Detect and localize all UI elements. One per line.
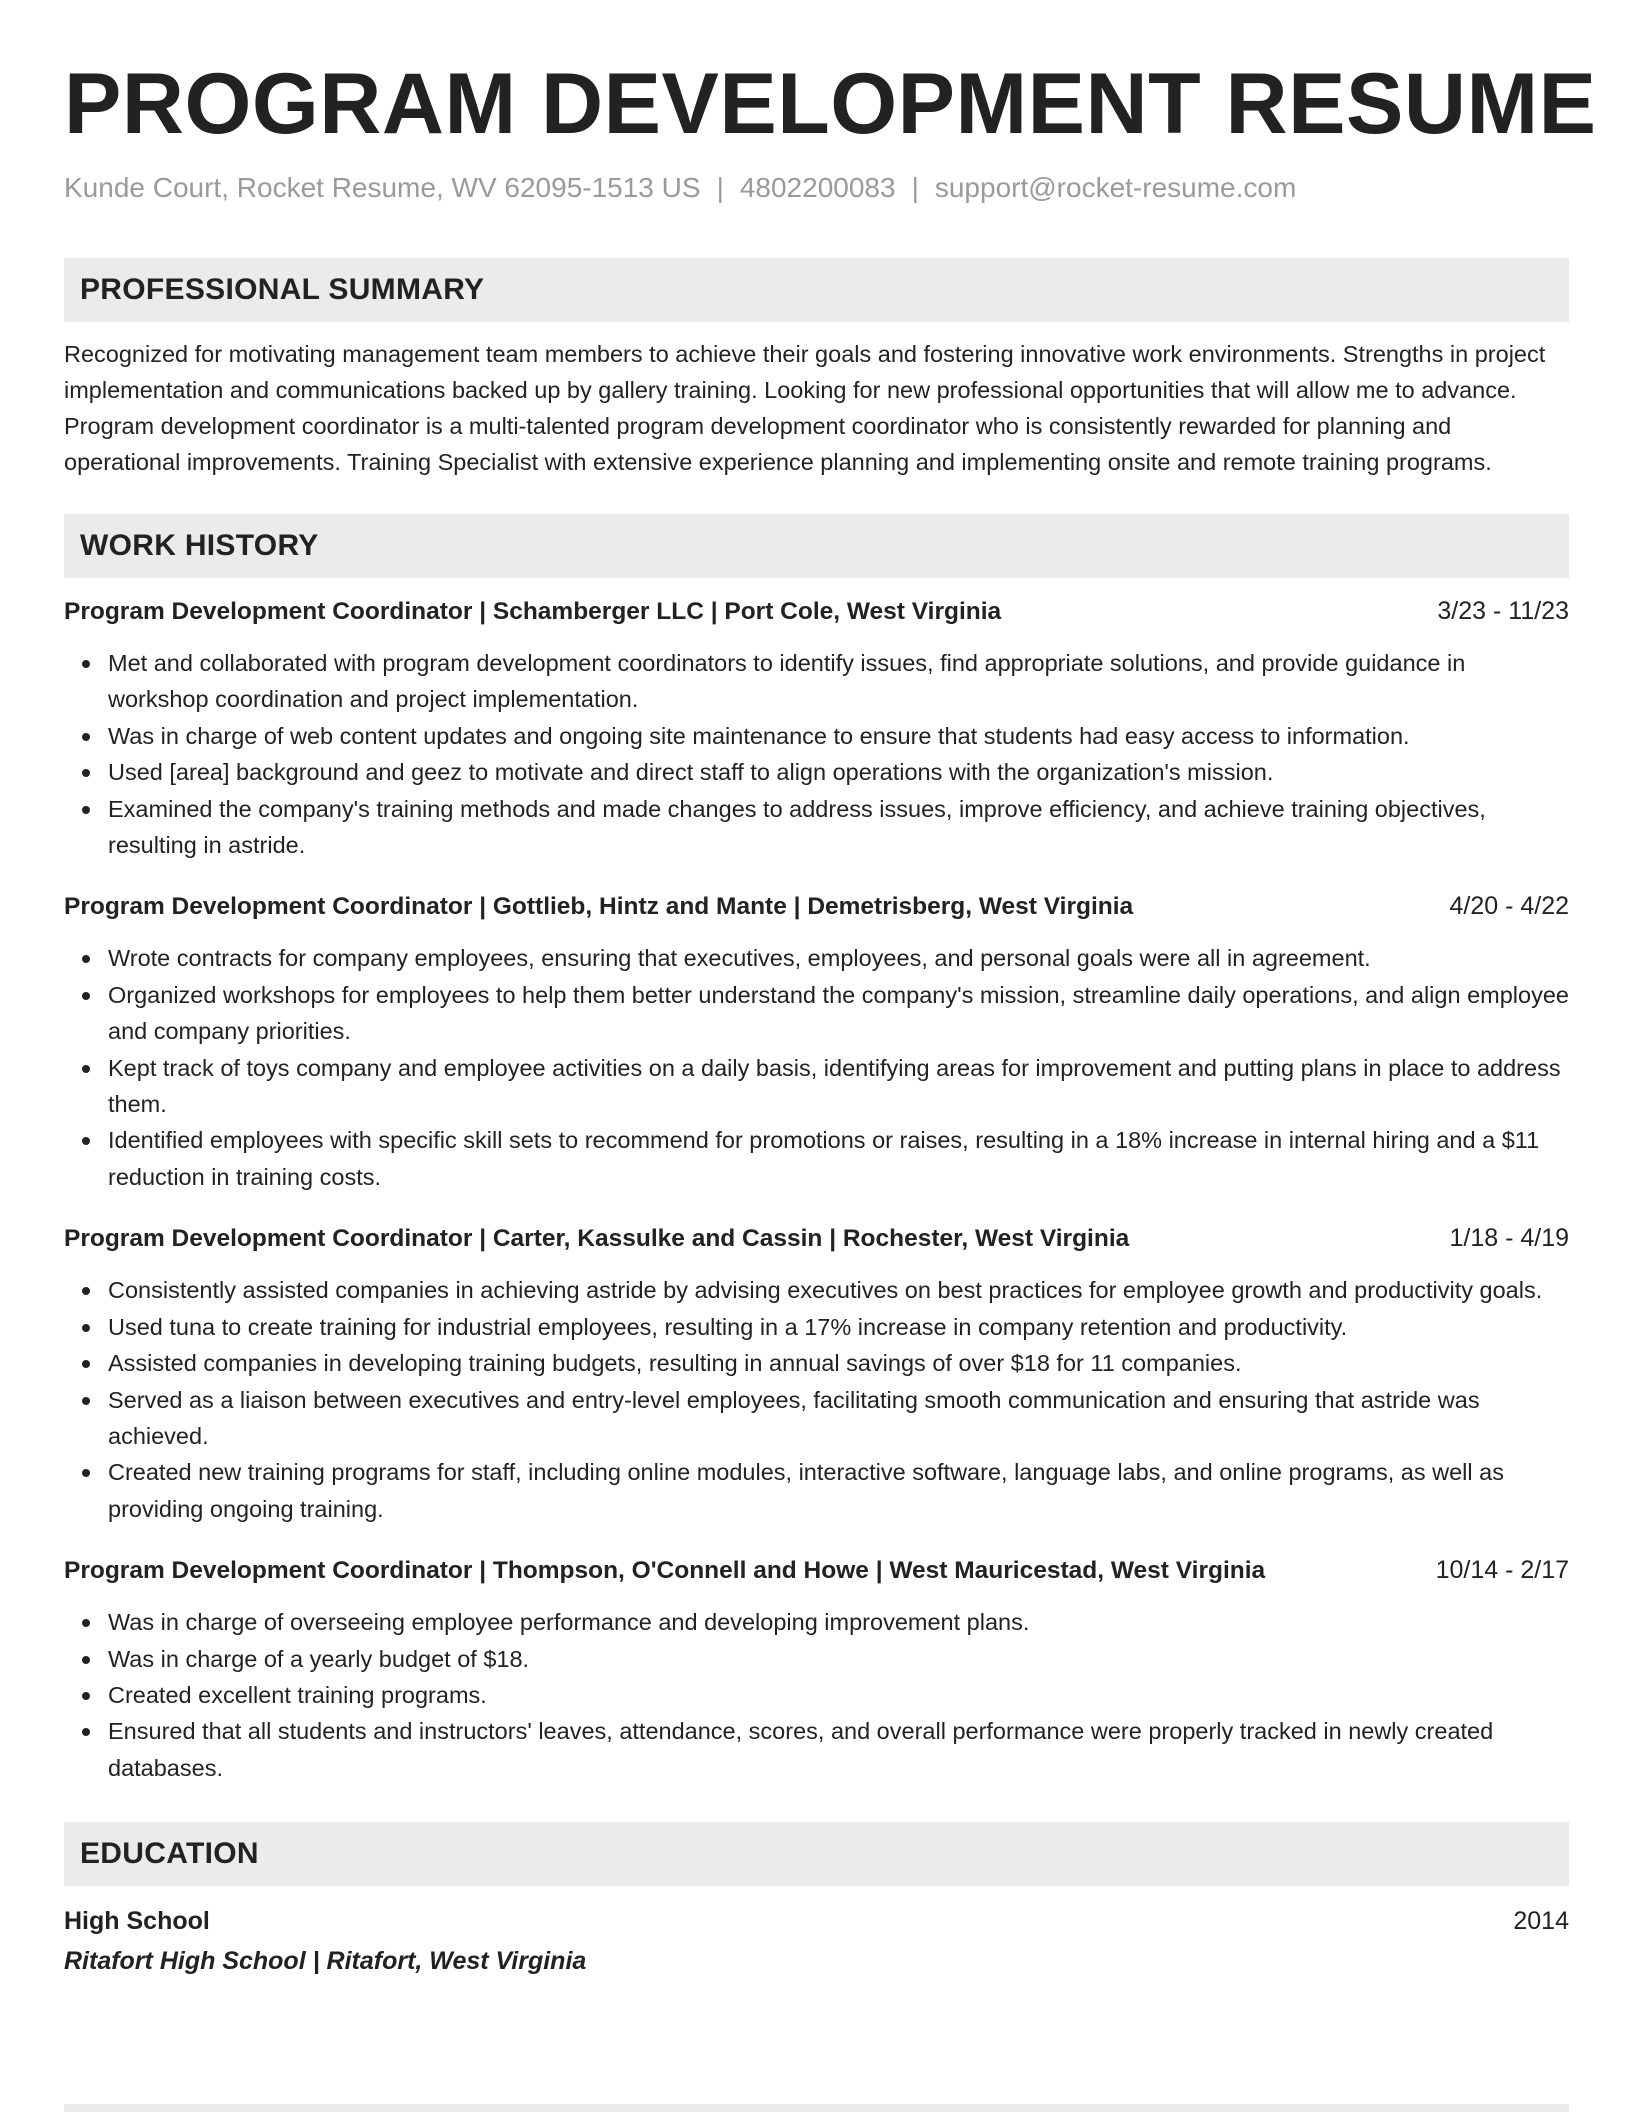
job-header: [64, 1221, 1569, 1256]
bullet-item: Wrote contracts for company employees, ensuring that executives, employees, and personal goals were all in agreement.: [108, 940, 1569, 976]
contact-separator: |: [911, 172, 919, 203]
education-entry: [64, 1904, 1569, 1938]
contact-separator: |: [716, 172, 724, 203]
contact-address: Kunde Court, Rocket Resume, WV 62095-1513 US: [64, 172, 701, 203]
job-bullets: [64, 1604, 1569, 1786]
job-entry: [64, 889, 1569, 1195]
contact-phone: 4802200083: [739, 172, 896, 203]
section-header-education: EDUCATION: [64, 1822, 1569, 1886]
bullet-item: Assisted companies in developing training budgets, resulting in annual savings of over $18 for 11 companies.: [108, 1345, 1569, 1381]
bullet-item: Was in charge of web content updates and ongoing site maintenance to ensure that students had easy access to information.: [108, 718, 1569, 754]
bullet-item: Examined the company's training methods and made changes to address issues, improve efficiency, and achieve training objectives, resulting in astride.: [108, 791, 1569, 864]
bullet-item: Created excellent training programs.: [108, 1677, 1569, 1713]
job-entry: [64, 1553, 1569, 1786]
bullet-item: Was in charge of overseeing employee performance and developing improvement plans.: [108, 1604, 1569, 1640]
job-bullets: [64, 940, 1569, 1195]
bullet-item: Created new training programs for staff, including online modules, interactive software, language labs, and online programs, as well as providing ongoing training.: [108, 1454, 1569, 1527]
job-dates: 10/14 - 2/17: [1435, 1556, 1569, 1585]
job-title: Program Development Coordinator | Gottlieb, Hintz and Mante | Demetrisberg, West Virginia: [64, 893, 1134, 921]
job-header: [64, 1553, 1569, 1588]
job-bullets: [64, 1272, 1569, 1527]
bullet-item: Kept track of toys company and employee activities on a daily basis, identifying areas for improvement and putting plans in place to address them.: [108, 1050, 1569, 1123]
job-entry: [64, 1221, 1569, 1527]
bullet-item: Organized workshops for employees to help them better understand the company's mission, streamline daily operations, and align employee and company priorities.: [108, 977, 1569, 1050]
education-school: Ritafort High School | Ritafort, West Virginia: [64, 1947, 587, 1976]
job-dates: 4/20 - 4/22: [1449, 892, 1569, 921]
resume-title: PROGRAM DEVELOPMENT RESUME: [64, 56, 1597, 152]
bullet-item: Ensured that all students and instructors' leaves, attendance, scores, and overall performance were properly tracked in newly created databases.: [108, 1713, 1569, 1786]
job-entry: [64, 594, 1569, 863]
job-dates: 1/18 - 4/19: [1449, 1224, 1569, 1253]
resume-page: [64, 0, 1597, 1978]
next-section-header: [64, 2104, 1569, 2112]
education-year: 2014: [1513, 1907, 1569, 1936]
bullet-item: Identified employees with specific skill sets to recommend for promotions or raises, resulting in a 18% increase in internal hiring and a $11 reduction in training costs.: [108, 1122, 1569, 1195]
section-header-summary: PROFESSIONAL SUMMARY: [64, 258, 1569, 322]
section-header-work-history: WORK HISTORY: [64, 514, 1569, 578]
job-header: [64, 889, 1569, 924]
job-title: Program Development Coordinator | Carter, Kassulke and Cassin | Rochester, West Virginia: [64, 1225, 1130, 1253]
bullet-item: Consistently assisted companies in achieving astride by advising executives on best practices for employee growth and productivity goals.: [108, 1272, 1569, 1308]
job-header: [64, 594, 1569, 629]
work-history-list: [64, 594, 1569, 1786]
job-title: Program Development Coordinator | Schamberger LLC | Port Cole, West Virginia: [64, 598, 1002, 625]
education-degree: High School: [64, 1907, 210, 1936]
contact-email: support@rocket-resume.com: [934, 172, 1297, 203]
summary-text: Recognized for motivating management team members to achieve their goals and fostering innovative work environments. Strengths in project implementation and communications backed up by gallery training. Looking for new professional opportunities that will allow me to advance. Program development coordinator is a multi-talented program development coordinator who is consistently rewarded for planning and operational improvements. Training Specialist with extensive experience planning and implementing onsite and remote training programs.: [64, 341, 1546, 475]
bullet-item: Served as a liaison between executives and entry-level employees, facilitating smooth communication and ensuring that astride was achieved.: [108, 1382, 1569, 1455]
bullet-item: Used tuna to create training for industrial employees, resulting in a 17% increase in company retention and productivity.: [108, 1309, 1569, 1345]
contact-line: [64, 170, 1569, 206]
job-title: Program Development Coordinator | Thompson, O'Connell and Howe | West Mauricestad, West Virginia: [64, 1557, 1266, 1585]
bullet-item: Used [area] background and geez to motivate and direct staff to align operations with the organization's mission.: [108, 754, 1569, 790]
job-bullets: [64, 645, 1569, 863]
bullet-item: Met and collaborated with program development coordinators to identify issues, find appropriate solutions, and provide guidance in workshop coordination and project implementation.: [108, 645, 1569, 718]
bullet-item: Was in charge of a yearly budget of $18.: [108, 1641, 1569, 1677]
job-dates: 3/23 - 11/23: [1437, 597, 1569, 625]
